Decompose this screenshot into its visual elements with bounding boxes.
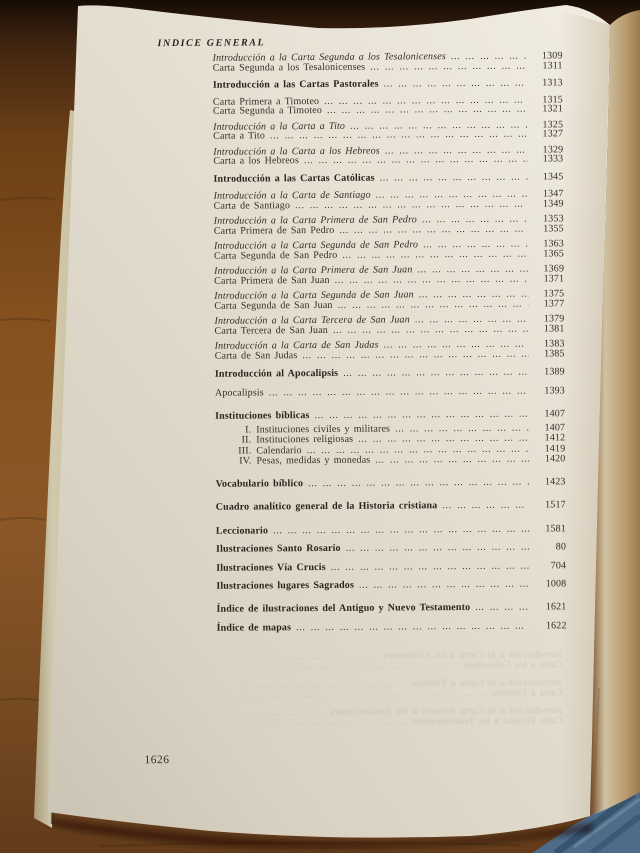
dot-leader [303,477,530,488]
index-entry [207,688,562,700]
entry-title: Pesas, medidas y monedas [256,454,371,467]
entry-title: Introducción a la Carta Tercera de San Juan [214,314,410,327]
index-entry [217,621,567,633]
dot-leader [334,224,527,235]
entry-page-number: 1355 [543,222,564,234]
entry-page-number: 1419 [544,442,566,454]
entry-page-number: 1309 [541,50,563,62]
index-entry [215,454,565,466]
entry-numeral: II. [241,434,252,446]
entry-title: Carta Segunda de San Juan [214,299,333,312]
entry-page-number: 1622 [545,620,567,632]
entry-title: Leccionario [215,524,269,537]
entry-numeral: I. [245,423,252,436]
entry-title: Índice de ilustraciones del Antiguo y Nuevo Testamento [216,601,471,615]
entry-page-number: 1412 [544,432,566,444]
entry-title: Introducción a la Carta de Santiago [213,189,371,202]
entry-page-number: 1345 [542,170,564,182]
entry-page-number: 1420 [544,453,566,465]
entry-title: Introducción a la Carta Primera a los Tesalonicenses [330,705,563,718]
entry-page-number: 1325 [542,118,564,130]
entry-title: Carta Segunda de San Pedro [213,249,338,262]
dot-leader [470,602,530,612]
entry-page-number: 1333 [542,153,564,165]
entry-page-number: 1371 [543,272,565,284]
dot-leader [326,561,530,572]
entry-page-number: 1393 [544,384,565,396]
dot-leader [243,689,493,701]
entry-title: Introducción a la Carta a los Colosenses [383,649,562,662]
entry-title: Carta Primera a los Tesalonicenses [412,715,563,728]
entry-page-number: 1379 [543,313,565,325]
index-entry [207,660,562,672]
entry-title: Introducción a la Carta Segunda de San Juan [214,289,414,302]
entry-title: Carta a los Hebreos [213,155,300,167]
index-entry [216,477,566,489]
entry-page-number: 1365 [543,247,565,259]
index-entry [216,602,566,614]
index-entry [216,524,566,536]
dot-leader [390,423,529,433]
dot-leader [291,622,531,633]
dot-leader [341,543,530,554]
entry-page-number: 1347 [542,188,564,200]
entry-page-number: 1353 [543,213,564,225]
entry-page-number: 1377 [543,297,565,309]
dot-leader [322,105,527,116]
entry-title: Introducción a la Carta a Tito [213,120,346,133]
entry-page-number: 1407 [544,421,566,433]
dot-leader [338,368,529,379]
entry-title: Carta de San Judas [214,349,298,362]
dot-leader [446,52,527,62]
dot-leader [354,580,530,591]
index-list [213,51,567,633]
index-entry [216,579,566,591]
entry-title: Carta a Filemón [492,687,563,699]
entry-title: Instituciones bíblicas [215,410,310,422]
index-entry [216,542,566,554]
index-entry [215,349,565,361]
entry-title: Introducción al Apocalipsis [214,367,339,380]
dot-leader [243,661,464,673]
entry-title: Ilustraciones Santo Rosario [216,542,341,555]
entry-title: Carta de Santiago [213,199,291,212]
entry-title: Carta Segunda a los Tesalonicenses [212,61,366,74]
entry-page-number: 1329 [542,143,564,155]
dot-leader [375,172,528,183]
dot-leader [243,717,412,728]
entry-title: Introducción a la Carta de San Judas [214,339,379,352]
dot-leader [353,434,529,445]
entry-page-number: 1349 [542,197,564,209]
entry-page-number: 1327 [542,128,564,140]
index-entry [214,299,564,311]
entry-title: Introducción a la Carta Segunda de San Pedro [213,239,419,252]
index-entry [213,129,563,141]
entry-title: Carta Segunda a Timoteo [212,104,323,117]
dot-leader [337,249,528,260]
entry-title: Apocalipsis [214,386,264,399]
entry-page-number: 80 [555,541,567,553]
entry-title: Introducción a la Carta Segunda a los Tesalonicenses [212,51,446,64]
dot-leader [302,444,530,455]
index-entry [213,61,563,73]
entry-page-number: 1581 [545,522,566,534]
entry-page-number: 1389 [544,366,565,378]
dot-leader [328,324,529,335]
entry-page-number: 1363 [543,238,564,250]
index-entry [214,324,564,336]
entry-title: Instituciones religiosas [256,433,354,446]
entry-title: Carta Primera de San Pedro [213,224,335,237]
dot-leader [333,299,529,310]
index-entry [215,409,565,421]
dot-leader [265,130,527,141]
entry-title: Introducción a la Carta a los Hebreos [213,145,380,158]
dot-leader [268,524,530,535]
running-head: INDICE GENERAL [157,37,266,50]
index-entry [214,199,564,211]
dot-leader [330,274,529,285]
entry-title: Índice de mapas [216,622,292,634]
entry-page-number: 1381 [543,322,565,334]
entry-title: Calendario [256,444,302,456]
folio-page-number: 1626 [144,754,170,767]
entry-page-number: 1383 [543,338,565,350]
entry-page-number: 1311 [542,59,563,71]
index-entry [215,386,565,398]
entry-title: Vocabulario bíblico [215,477,304,490]
entry-title: Ilustraciones Vía Crucis [216,561,326,574]
entry-title: Carta Primera de San Juan [214,274,330,287]
entry-page-number: 1369 [543,263,565,275]
index-entry [213,154,563,166]
entry-page-number: 1313 [542,77,563,89]
entry-title: Instituciones civiles y militares [256,423,391,435]
dot-leader [379,79,527,90]
dot-leader [299,155,527,166]
index-entry [216,500,566,512]
entry-title: Carta a Tito [213,130,266,142]
dot-leader [243,708,330,719]
entry-title: Cuadro analítico general de la Historia cristiana [215,500,438,513]
dot-leader [310,410,530,421]
entry-page-number: 1315 [542,93,563,105]
entry-page-number: 1407 [544,408,566,420]
entry-title: Introducción a las Cartas Católicas [213,172,375,185]
entry-numeral: IV. [239,455,252,467]
index-entry [213,78,563,90]
entry-title: Ilustraciones lugares Sagrados [216,579,355,592]
entry-page-number: 1621 [545,600,567,612]
entry-page-number: 1517 [545,499,566,511]
index-entry [214,224,564,236]
dot-leader [297,349,528,360]
dot-leader [290,199,528,210]
entry-title: Introducción a la Carta Primera de San Pedro [213,214,417,227]
entry-page-number: 1375 [543,288,565,300]
entry-title: Introducción a las Cartas Pastorales [212,78,379,91]
entry-page-number: 1008 [545,578,567,590]
dot-leader [437,501,529,511]
entry-title: Carta Tercera de San Juan [214,324,328,337]
ghost-showthrough [207,650,563,728]
index-entry [207,716,562,728]
index-entry [214,249,564,261]
dot-leader [370,455,529,466]
entry-numeral: III. [238,444,252,457]
entry-page-number: 1385 [544,347,565,359]
index-entry [214,274,564,286]
entry-title: Introducción a la Carta a Filemón [411,677,563,690]
entry-page-number: 1423 [544,475,566,487]
index-entry [213,104,563,116]
dot-leader [365,61,526,72]
entry-page-number: 704 [550,559,567,571]
index-entry [216,561,566,573]
index-entry [213,172,563,184]
entry-page-number: 1321 [542,103,564,115]
entry-title: Introducción a la Carta Primera de San Juan [214,264,413,277]
entry-title: Carta Primera a Timoteo [212,95,320,108]
dot-leader [264,386,529,397]
index-entry [215,367,565,379]
entry-title: Carta a los Colosenses [464,659,562,672]
